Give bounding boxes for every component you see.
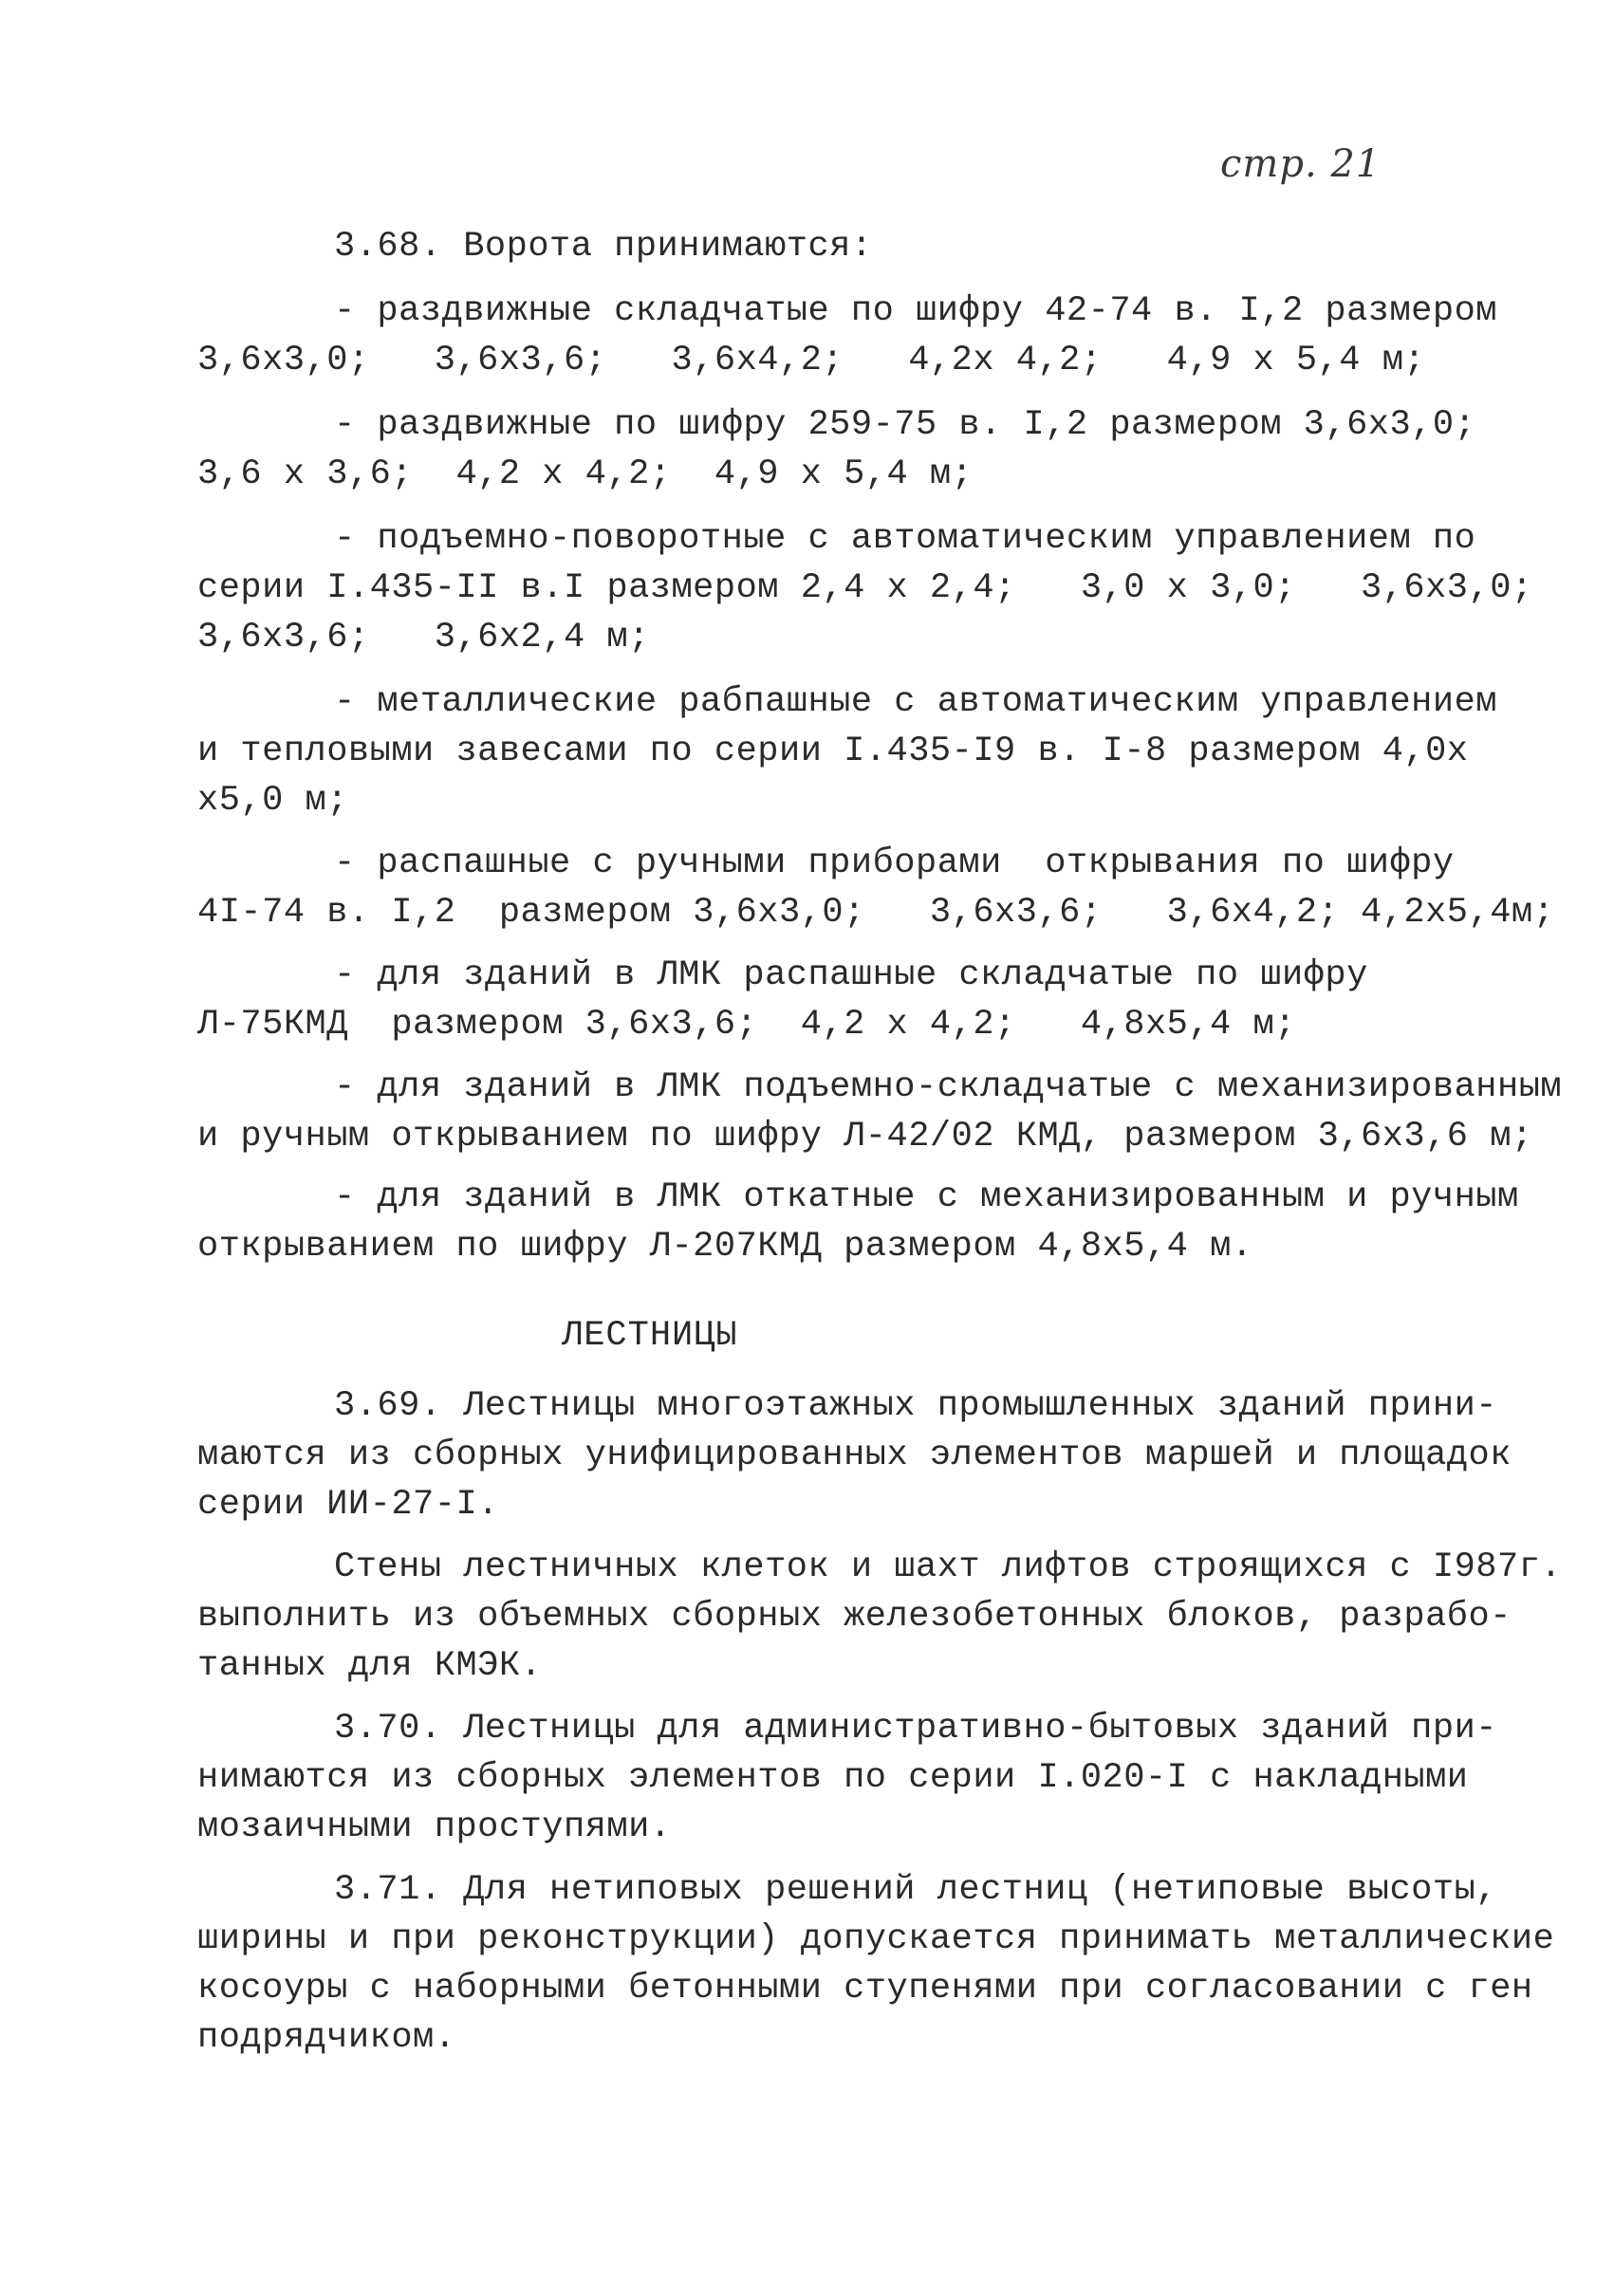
paragraph-3-71-line: ширины и при реконструкции) допускается принимать металлические (197, 1919, 1555, 1959)
paragraph-3-69-line: маются из сборных унифицированных элементов маршей и площадок (197, 1435, 1512, 1475)
gates-item-3-line: серии I.435-II в.I размером 2,4 х 2,4; 3,0 х 3,0; 3,6х3,0; (197, 568, 1533, 608)
paragraph-3-69b-line: выполнить из объемных сборных железобетонных блоков, разрабо- (197, 1597, 1512, 1637)
gates-item-1-line: - раздвижные складчатые по шифру 42-74 в. I,2 размером (334, 291, 1497, 331)
gates-item-4-line: х5,0 м; (197, 781, 348, 821)
paragraph-3-68-line: 3.68. Ворота принимаются: (334, 227, 873, 267)
gates-item-2-line: - раздвижные по шифру 259-75 в. I,2 размером 3,6х3,0; (334, 405, 1476, 445)
gates-item-6-line: - для зданий в ЛМК распашные складчатые по шифру (334, 955, 1368, 995)
gates-item-8-line: открыванием по шифру Л-207КМД размером 4,8х5,4 м. (197, 1227, 1253, 1267)
gates-item-7-line: - для зданий в ЛМК подъемно-складчатые с механизированным (334, 1067, 1563, 1107)
gates-item-3-line: - подъемно-поворотные с автоматическим управлением по (334, 519, 1476, 559)
page-number: стр. 21 (1220, 142, 1382, 186)
paragraph-3-69b-line: танных для КМЭК. (197, 1646, 543, 1686)
paragraph-3-70-line: 3.70. Лестницы для административно-бытовых зданий при- (334, 1709, 1497, 1749)
paragraph-3-70-line: нимаются из сборных элементов по серии I.020-I с накладными (197, 1758, 1469, 1798)
gates-item-1-line: 3,6х3,0; 3,6х3,6; 3,6х4,2; 4,2х 4,2; 4,9 х 5,4 м; (197, 341, 1426, 380)
gates-item-6-line: Л-75КМД размером 3,6х3,6; 4,2 х 4,2; 4,8х5,4 м; (197, 1005, 1296, 1045)
gates-item-7-line: и ручным открыванием по шифру Л-42/02 КМД, размером 3,6х3,6 м; (197, 1117, 1533, 1157)
paragraph-3-69-line: 3.69. Лестницы многоэтажных промышленных зданий прини- (334, 1386, 1497, 1426)
paragraph-3-71-line: подрядчиком. (197, 2018, 456, 2058)
paragraph-3-70-line: мозаичными проступями. (197, 1807, 672, 1847)
gates-item-8-line: - для зданий в ЛМК откатные с механизированным и ручным (334, 1177, 1519, 1217)
gates-item-2-line: 3,6 х 3,6; 4,2 х 4,2; 4,9 х 5,4 м; (197, 454, 974, 494)
gates-item-5-line: - распашные с ручными приборами открывания по шифру (334, 843, 1455, 883)
paragraph-3-69-line: серии ИИ-27-I. (197, 1485, 499, 1525)
paragraph-3-71-line: 3.71. Для нетиповых решений лестниц (нетиповые высоты, (334, 1870, 1497, 1910)
gates-item-3-line: 3,6х3,6; 3,6х2,4 м; (197, 618, 650, 657)
gates-item-4-line: и тепловыми завесами по серии I.435-I9 в. I-8 размером 4,0х (197, 731, 1469, 771)
paragraph-3-69b-line: Стены лестничных клеток и шахт лифтов строящихся с I987г. (334, 1547, 1563, 1587)
gates-item-5-line: 4I-74 в. I,2 размером 3,6х3,0; 3,6х3,6; 3,6х4,2; 4,2х5,4м; (197, 893, 1555, 933)
section-heading-stairs: ЛЕСТНИЦЫ (562, 1316, 738, 1356)
paragraph-3-71-line: косоуры с наборными бетонными ступенями при согласовании с ген (197, 1969, 1533, 2009)
gates-item-4-line: - металлические рабпашные с автоматическим управлением (334, 682, 1497, 722)
